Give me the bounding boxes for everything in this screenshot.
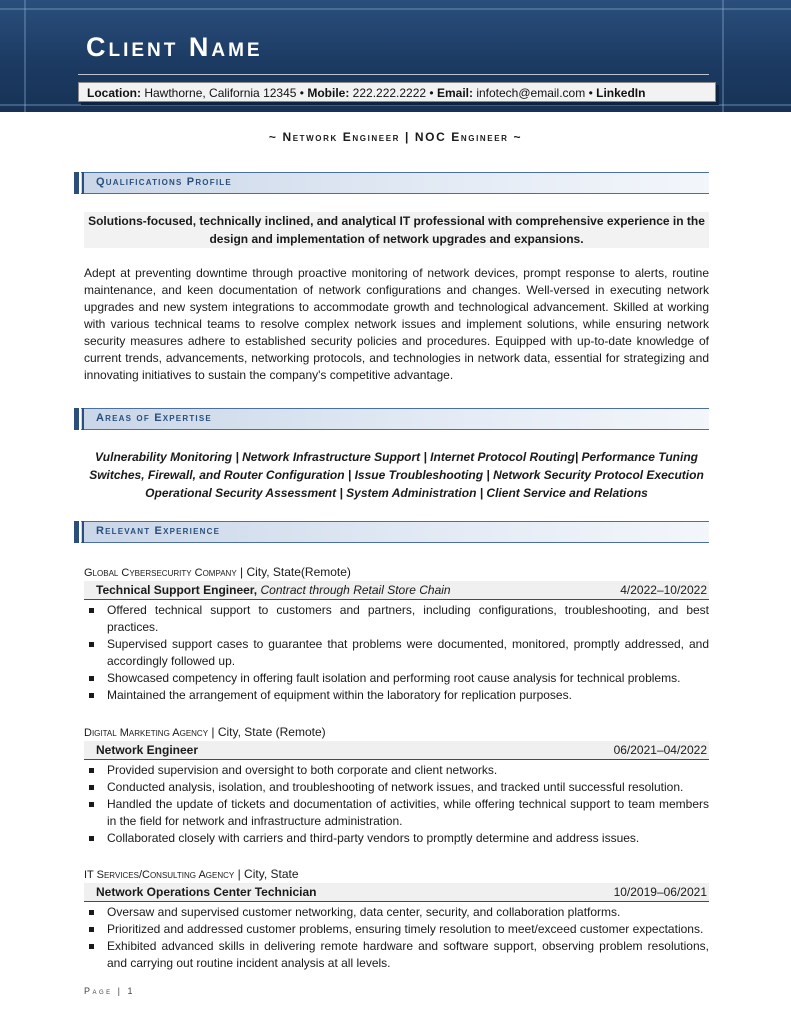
- bullet-list: [84, 904, 709, 972]
- bullet-item: Conducted analysis, isolation, and troubleshooting of network issues, and tracked until successful resolution.: [84, 779, 709, 796]
- location-label: Location:: [87, 86, 141, 100]
- role-title: Network Engineer: [96, 743, 199, 757]
- section-experience: [74, 521, 709, 543]
- client-name: Client Name: [86, 32, 263, 62]
- email-label: Email:: [436, 86, 473, 100]
- summary-paragraph: Adept at preventing downtime through proactive monitoring of network devices, prompt response to alerts, routine maintenance, and keen documentation of network configurations and changes. Well-versed in executing network upgrades and new system integrations to accommodate growth and technological advancement. Skilled at working with various technical teams to resolve complex network issues and implement solutions, while ensuring network security measures adhere to established security policies and procedures. Equipped with up-to-date knowledge of current trends, advancements, networking protocols, and technologies in network data, essential for strategizing and innovating initiatives to sustain the company's competitive advantage.: [84, 266, 709, 382]
- section-expertise: [74, 408, 709, 430]
- name-divider: [78, 74, 709, 75]
- summary-headline: Solutions-focused, technically inclined, and analytical IT professional with comprehensive experience in the design and implementation of network upgrades and expansions.: [84, 212, 709, 248]
- company-name: IT Services/Consulting Agency: [84, 869, 235, 881]
- separator: •: [588, 86, 593, 100]
- bullet-item: Maintained the arrangement of equipment within the laboratory for replication purposes.: [84, 687, 709, 704]
- company-location: | City, State(Remote): [236, 565, 351, 579]
- section-qualifications: [74, 172, 709, 194]
- bullet-item: Provided supervision and oversight to both corporate and client networks.: [84, 762, 709, 779]
- expertise-line: Vulnerability Monitoring | Network Infrastructure Support | Internet Protocol Routing| Performance Tuning: [95, 450, 698, 464]
- bullet-item: Handled the update of tickets and documentation of activities, while offering technical support to team members in the field for network and infrastructure administration.: [84, 796, 709, 830]
- page-number: Page | 1: [84, 986, 136, 996]
- location-value: Hawthorne, California 12345: [144, 86, 297, 100]
- mobile-label: Mobile:: [307, 86, 350, 100]
- role-dates: 06/2021–04/2022: [613, 743, 707, 757]
- company-line: [84, 564, 709, 581]
- bullet-list: [84, 762, 709, 847]
- bullet-item: Exhibited advanced skills in delivering remote hardware and software support, observing problem resolutions, and carrying out routine incident analysis at all levels.: [84, 938, 709, 972]
- job-entry: [84, 866, 709, 972]
- company-line: [84, 724, 709, 741]
- section-heading: Relevant Experience: [96, 525, 221, 537]
- expertise-list: [74, 448, 719, 502]
- section-heading: Qualifications Profile: [96, 176, 232, 188]
- job-entry: [84, 724, 709, 847]
- section-heading: Areas of Expertise: [96, 412, 212, 424]
- bullet-item: Collaborated closely with carriers and third-party vendors to promptly determine and address issues.: [84, 830, 709, 847]
- separator: •: [299, 86, 304, 100]
- role-bar: [84, 581, 709, 600]
- contact-bar: [78, 82, 716, 102]
- role-title: Technical Support Engineer, Contract through Retail Store Chain: [96, 583, 451, 597]
- role-bar: [84, 883, 709, 902]
- expertise-line: Operational Security Assessment | System Administration | Client Service and Relations: [145, 486, 648, 500]
- target-title: ~ Network Engineer | NOC Engineer ~: [268, 130, 523, 144]
- bullet-list: [84, 602, 709, 704]
- job-entry: [84, 564, 709, 704]
- bullet-item: Oversaw and supervised customer networking, data center, security, and collaboration platforms.: [84, 904, 709, 921]
- bullet-item: Supervised support cases to guarantee that problems were documented, monitored, promptly addressed, and accordingly followed up.: [84, 636, 709, 670]
- email-value[interactable]: infotech@email.com: [476, 86, 586, 100]
- bullet-item: Offered technical support to customers and partners, including configurations, troubleshooting, and best practices.: [84, 602, 709, 636]
- linkedin-link[interactable]: LinkedIn: [596, 86, 646, 100]
- role-dates: 10/2019–06/2021: [613, 885, 707, 899]
- bullet-item: Showcased competency in offering fault isolation and performing root cause analysis for technical problems.: [84, 670, 709, 687]
- header-banner: [0, 0, 791, 112]
- expertise-line: Switches, Firewall, and Router Configuration | Issue Troubleshooting | Network Security Protocol Execution: [89, 468, 704, 482]
- separator: •: [429, 86, 434, 100]
- bullet-item: Prioritized and addressed customer problems, ensuring timely resolution to meet/exceed customer expectations.: [84, 921, 709, 938]
- company-location: | City, State (Remote): [208, 725, 326, 739]
- company-location: | City, State: [234, 867, 299, 881]
- company-name: Digital Marketing Agency: [84, 727, 209, 739]
- role-note: Contract through Retail Store Chain: [257, 583, 451, 597]
- role-title: Network Operations Center Technician: [96, 885, 317, 899]
- mobile-value: 222.222.2222: [352, 86, 427, 100]
- company-line: [84, 866, 709, 883]
- role-bar: [84, 741, 709, 760]
- company-name: Global Cybersecurity Company: [84, 567, 237, 579]
- role-dates: 4/2022–10/2022: [620, 583, 707, 597]
